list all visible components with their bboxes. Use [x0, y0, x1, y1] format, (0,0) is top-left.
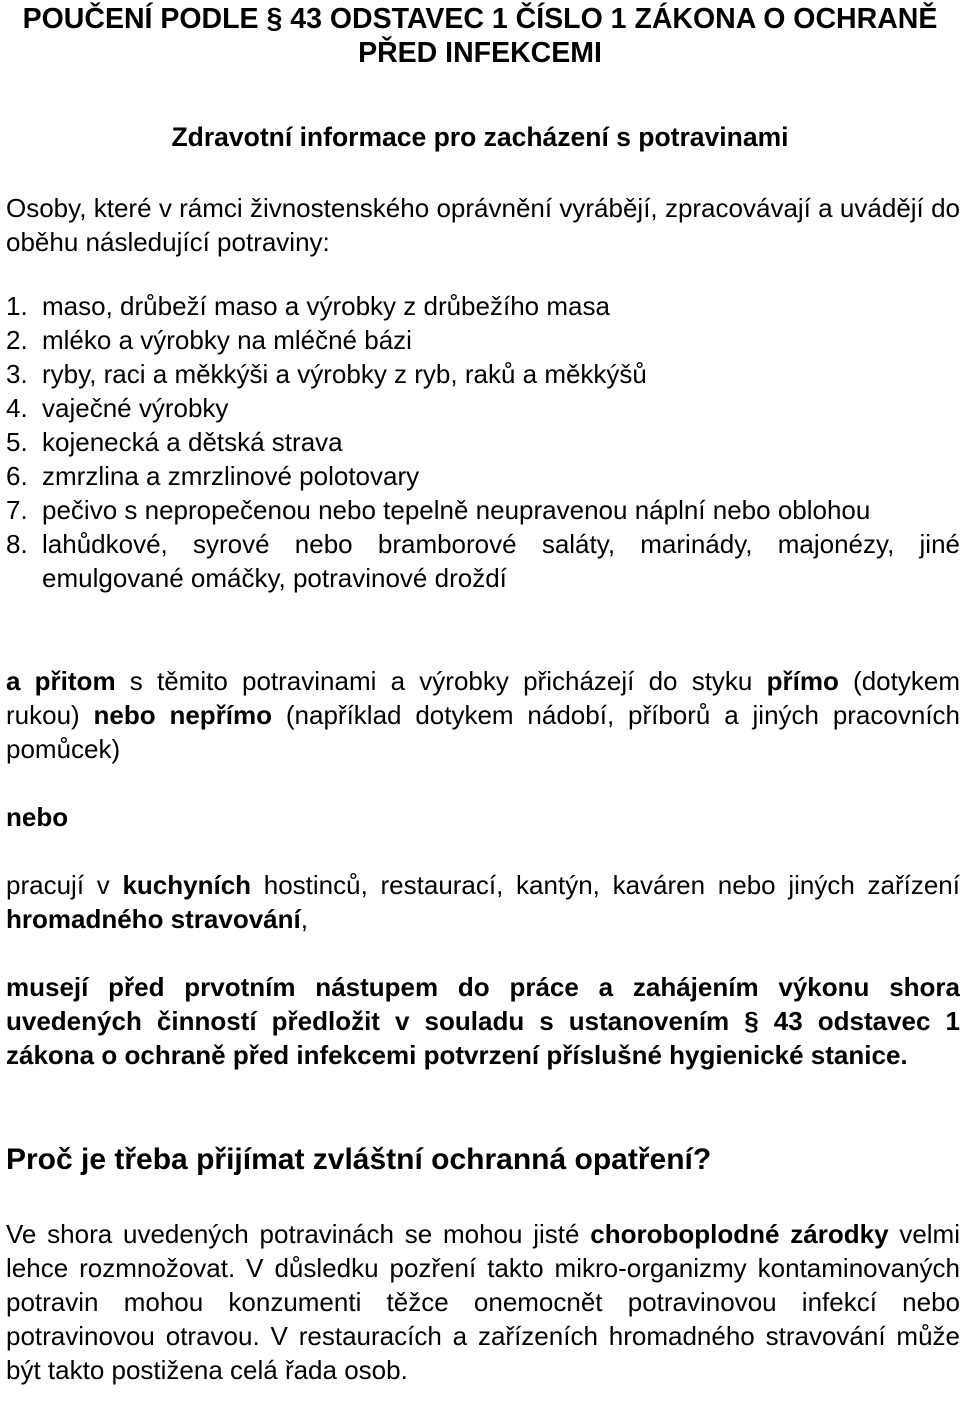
list-item-number: 2. — [6, 325, 28, 355]
list-item-text: lahůdkové, syrové nebo bramborové saláty, marinády, majonézy, jiné emulgované omáčky, potravinové droždí — [42, 529, 960, 593]
list-item-number: 3. — [6, 359, 28, 389]
list-item — [6, 527, 960, 595]
list-item-text: maso, drůbeží maso a výrobky z drůbežího masa — [42, 291, 610, 321]
kitchen-bold-mass-catering: hromadného stravování — [6, 904, 301, 934]
list-item — [6, 391, 960, 425]
list-item-number: 8. — [6, 529, 28, 559]
kitchen-text: , — [300, 904, 308, 934]
contact-bold-or-indirectly: nebo nepřímo — [93, 700, 273, 730]
contact-bold-and-thereby: a přitom — [6, 666, 116, 696]
contact-text: (dotykem rukou) — [6, 666, 960, 730]
kitchen-text: hostinců, restaurací, kantýn, kaváren nebo jiných zařízení — [251, 870, 960, 900]
reason-text: velmi lehce rozmnožovat. V důsledku pozření takto mikro-organizmy kontaminovaných potravin mohou konzumenti těžce onemocnět potravinovou infekcí nebo potravinovou otravou. V restauracích a zařízeních hromadného stravování může být takto postižena celá řada osob. — [6, 1219, 960, 1385]
list-item-text: vaječné výrobky — [42, 393, 229, 423]
reason-paragraph — [6, 1217, 960, 1387]
or-separator: nebo — [6, 802, 69, 832]
list-item — [6, 459, 960, 493]
obligation-paragraph: musejí před prvotním nástupem do práce a zahájením výkonu shora uvedených činností předložit v souladu s ustanovením § 43 odstavec 1 zákona o ochraně před infekcemi potvrzení příslušné hygienické stanice. — [6, 972, 960, 1070]
kitchen-text: pracují v — [6, 870, 123, 900]
list-item-number: 4. — [6, 393, 28, 423]
kitchen-bold-kitchens: kuchyních — [122, 870, 252, 900]
contact-bold-directly: přímo — [766, 666, 839, 696]
reason-bold-pathogens: choroboplodné zárodky — [590, 1219, 889, 1249]
list-item — [6, 425, 960, 459]
contact-text: s těmito potravinami a výrobky přicházejí do styku — [115, 666, 767, 696]
list-item-text: pečivo s nepropečenou nebo tepelně neupravenou náplní nebo oblohou — [42, 495, 871, 525]
list-item — [6, 357, 960, 391]
document-title: POUČENÍ PODLE § 43 ODSTAVEC 1 ČÍSLO 1 ZÁKONA O OCHRANĚ PŘED INFEKCEMI — [22, 3, 938, 69]
food-list — [6, 289, 960, 595]
list-item — [6, 493, 960, 527]
contact-text: (například dotykem nádobí, příborů a jiných pracovních pomůcek) — [6, 700, 960, 764]
list-item-number: 1. — [6, 291, 28, 321]
list-item-text: kojenecká a dětská strava — [42, 427, 343, 457]
list-item-text: ryby, raci a měkkýši a výrobky z ryb, raků a měkkýšů — [42, 359, 647, 389]
list-item-number: 6. — [6, 461, 28, 491]
list-item-number: 5. — [6, 427, 28, 457]
kitchen-paragraph — [6, 868, 960, 936]
document-subtitle: Zdravotní informace pro zacházení s potravinami — [171, 122, 789, 152]
reason-text: Ve shora uvedených potravinách se mohou jisté — [6, 1219, 591, 1249]
contact-paragraph — [6, 664, 960, 766]
section-heading: Proč je třeba přijímat zvláštní ochranná opatření? — [6, 1143, 712, 1176]
list-item — [6, 323, 960, 357]
list-item-text: zmrzlina a zmrzlinové polotovary — [42, 461, 420, 491]
list-item-text: mléko a výrobky na mléčné bázi — [42, 325, 412, 355]
list-item-number: 7. — [6, 495, 28, 525]
list-item — [6, 289, 960, 323]
intro-paragraph: Osoby, které v rámci živnostenského oprávnění vyrábějí, zpracovávají a uvádějí do oběhu následující potraviny: — [6, 193, 960, 257]
